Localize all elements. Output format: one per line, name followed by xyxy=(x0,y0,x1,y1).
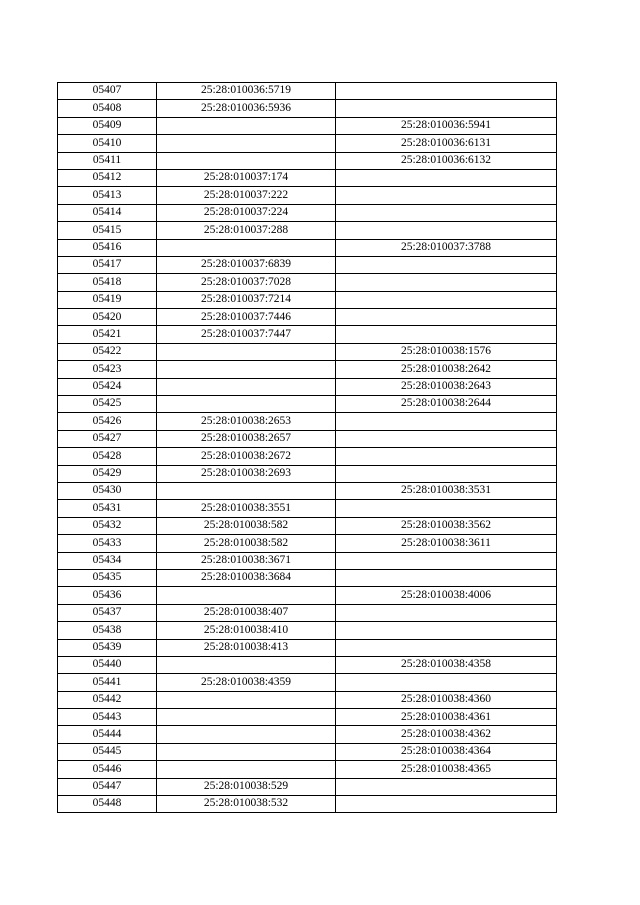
cadastral-number-alt-cell: 25:28:010037:3788 xyxy=(336,239,557,256)
cadastral-number-alt-cell: 25:28:010036:6131 xyxy=(336,135,557,152)
cadastral-number-alt-cell: 25:28:010038:3531 xyxy=(336,482,557,499)
cadastral-number-alt-cell xyxy=(336,256,557,273)
row-number-cell: 05447 xyxy=(58,778,157,795)
table-row xyxy=(58,187,557,204)
row-number-cell: 05408 xyxy=(58,100,157,117)
cadastral-number-alt-cell: 25:28:010038:2644 xyxy=(336,396,557,413)
table-row xyxy=(58,761,557,778)
cadastral-number-cell: 25:28:010038:2693 xyxy=(157,465,336,482)
table-row xyxy=(58,152,557,169)
table-row xyxy=(58,674,557,691)
cadastral-number-cell: 25:28:010037:288 xyxy=(157,222,336,239)
row-number-cell: 05411 xyxy=(58,152,157,169)
table-row xyxy=(58,604,557,621)
cadastral-table xyxy=(57,82,557,813)
cadastral-number-cell: 25:28:010037:222 xyxy=(157,187,336,204)
table-row xyxy=(58,743,557,760)
cadastral-number-cell xyxy=(157,709,336,726)
cadastral-number-alt-cell xyxy=(336,622,557,639)
row-number-cell: 05425 xyxy=(58,396,157,413)
table-row xyxy=(58,222,557,239)
cadastral-number-cell xyxy=(157,482,336,499)
table-row xyxy=(58,709,557,726)
table-row xyxy=(58,83,557,100)
table-row xyxy=(58,482,557,499)
table-body xyxy=(58,83,557,813)
cadastral-number-cell xyxy=(157,343,336,360)
row-number-cell: 05409 xyxy=(58,117,157,134)
cadastral-number-cell xyxy=(157,361,336,378)
table-row xyxy=(58,204,557,221)
row-number-cell: 05412 xyxy=(58,169,157,186)
table-row xyxy=(58,361,557,378)
row-number-cell: 05407 xyxy=(58,83,157,100)
table-row xyxy=(58,691,557,708)
row-number-cell: 05432 xyxy=(58,517,157,534)
cadastral-number-alt-cell xyxy=(336,291,557,308)
cadastral-number-alt-cell: 25:28:010038:4364 xyxy=(336,743,557,760)
cadastral-number-alt-cell: 25:28:010038:4362 xyxy=(336,726,557,743)
cadastral-number-cell: 25:28:010037:224 xyxy=(157,204,336,221)
cadastral-number-alt-cell xyxy=(336,465,557,482)
row-number-cell: 05418 xyxy=(58,274,157,291)
table-row xyxy=(58,552,557,569)
table-row xyxy=(58,343,557,360)
row-number-cell: 05429 xyxy=(58,465,157,482)
cadastral-number-alt-cell: 25:28:010038:4365 xyxy=(336,761,557,778)
row-number-cell: 05437 xyxy=(58,604,157,621)
cadastral-number-alt-cell: 25:28:010038:2642 xyxy=(336,361,557,378)
row-number-cell: 05424 xyxy=(58,378,157,395)
cadastral-number-alt-cell: 25:28:010038:2643 xyxy=(336,378,557,395)
cadastral-number-cell: 25:28:010037:7028 xyxy=(157,274,336,291)
row-number-cell: 05431 xyxy=(58,500,157,517)
table-row xyxy=(58,500,557,517)
cadastral-number-cell xyxy=(157,239,336,256)
cadastral-number-cell: 25:28:010036:5719 xyxy=(157,83,336,100)
table-row xyxy=(58,778,557,795)
table-row xyxy=(58,274,557,291)
row-number-cell: 05421 xyxy=(58,326,157,343)
table-row xyxy=(58,309,557,326)
row-number-cell: 05426 xyxy=(58,413,157,430)
cadastral-number-cell: 25:28:010038:2653 xyxy=(157,413,336,430)
cadastral-number-alt-cell: 25:28:010038:3611 xyxy=(336,535,557,552)
cadastral-number-alt-cell xyxy=(336,222,557,239)
table-row xyxy=(58,430,557,447)
cadastral-number-cell: 25:28:010038:413 xyxy=(157,639,336,656)
table-row xyxy=(58,656,557,673)
table-row xyxy=(58,587,557,604)
row-number-cell: 05448 xyxy=(58,796,157,813)
cadastral-number-alt-cell: 25:28:010038:4360 xyxy=(336,691,557,708)
cadastral-number-cell: 25:28:010038:3684 xyxy=(157,569,336,586)
table-row xyxy=(58,239,557,256)
row-number-cell: 05434 xyxy=(58,552,157,569)
cadastral-number-alt-cell xyxy=(336,448,557,465)
cadastral-number-alt-cell xyxy=(336,204,557,221)
table-row xyxy=(58,256,557,273)
row-number-cell: 05440 xyxy=(58,656,157,673)
row-number-cell: 05423 xyxy=(58,361,157,378)
table-row xyxy=(58,413,557,430)
row-number-cell: 05419 xyxy=(58,291,157,308)
cadastral-number-cell: 25:28:010038:2657 xyxy=(157,430,336,447)
cadastral-number-cell: 25:28:010037:7447 xyxy=(157,326,336,343)
table-row xyxy=(58,169,557,186)
row-number-cell: 05417 xyxy=(58,256,157,273)
table-row xyxy=(58,117,557,134)
table-row xyxy=(58,448,557,465)
table-row xyxy=(58,569,557,586)
table-row xyxy=(58,378,557,395)
cadastral-number-cell: 25:28:010037:174 xyxy=(157,169,336,186)
row-number-cell: 05436 xyxy=(58,587,157,604)
cadastral-number-cell: 25:28:010038:3671 xyxy=(157,552,336,569)
row-number-cell: 05427 xyxy=(58,430,157,447)
cadastral-number-alt-cell xyxy=(336,309,557,326)
table-row xyxy=(58,796,557,813)
cadastral-number-cell: 25:28:010038:582 xyxy=(157,535,336,552)
row-number-cell: 05439 xyxy=(58,639,157,656)
row-number-cell: 05445 xyxy=(58,743,157,760)
row-number-cell: 05446 xyxy=(58,761,157,778)
cadastral-number-alt-cell: 25:28:010038:3562 xyxy=(336,517,557,534)
cadastral-number-alt-cell: 25:28:010038:4361 xyxy=(336,709,557,726)
table-row xyxy=(58,517,557,534)
cadastral-number-cell: 25:28:010038:2672 xyxy=(157,448,336,465)
cadastral-number-cell: 25:28:010037:6839 xyxy=(157,256,336,273)
cadastral-number-alt-cell xyxy=(336,326,557,343)
cadastral-number-cell xyxy=(157,152,336,169)
cadastral-number-cell: 25:28:010038:407 xyxy=(157,604,336,621)
cadastral-number-cell xyxy=(157,743,336,760)
cadastral-number-cell: 25:28:010036:5936 xyxy=(157,100,336,117)
table-row xyxy=(58,135,557,152)
cadastral-number-cell xyxy=(157,135,336,152)
row-number-cell: 05413 xyxy=(58,187,157,204)
row-number-cell: 05414 xyxy=(58,204,157,221)
table-row xyxy=(58,726,557,743)
cadastral-number-alt-cell: 25:28:010036:5941 xyxy=(336,117,557,134)
cadastral-number-cell: 25:28:010038:4359 xyxy=(157,674,336,691)
row-number-cell: 05416 xyxy=(58,239,157,256)
cadastral-number-alt-cell xyxy=(336,100,557,117)
cadastral-number-alt-cell xyxy=(336,552,557,569)
cadastral-number-cell: 25:28:010038:3551 xyxy=(157,500,336,517)
table-row xyxy=(58,326,557,343)
cadastral-number-cell: 25:28:010038:529 xyxy=(157,778,336,795)
table-row xyxy=(58,291,557,308)
cadastral-number-cell: 25:28:010037:7214 xyxy=(157,291,336,308)
table-row xyxy=(58,622,557,639)
cadastral-number-alt-cell xyxy=(336,796,557,813)
cadastral-number-alt-cell: 25:28:010038:4358 xyxy=(336,656,557,673)
row-number-cell: 05441 xyxy=(58,674,157,691)
cadastral-number-alt-cell xyxy=(336,413,557,430)
cadastral-number-alt-cell xyxy=(336,604,557,621)
cadastral-number-alt-cell xyxy=(336,274,557,291)
cadastral-number-alt-cell: 25:28:010038:1576 xyxy=(336,343,557,360)
table-row xyxy=(58,465,557,482)
cadastral-number-cell xyxy=(157,691,336,708)
cadastral-number-cell xyxy=(157,378,336,395)
cadastral-number-alt-cell xyxy=(336,639,557,656)
cadastral-number-alt-cell: 25:28:010036:6132 xyxy=(336,152,557,169)
cadastral-number-alt-cell xyxy=(336,778,557,795)
cadastral-number-cell xyxy=(157,726,336,743)
row-number-cell: 05420 xyxy=(58,309,157,326)
row-number-cell: 05438 xyxy=(58,622,157,639)
cadastral-number-cell: 25:28:010038:532 xyxy=(157,796,336,813)
cadastral-number-alt-cell xyxy=(336,569,557,586)
cadastral-number-alt-cell xyxy=(336,83,557,100)
cadastral-number-cell xyxy=(157,587,336,604)
table-row xyxy=(58,100,557,117)
cadastral-number-alt-cell xyxy=(336,187,557,204)
cadastral-number-cell: 25:28:010037:7446 xyxy=(157,309,336,326)
cadastral-number-cell: 25:28:010038:410 xyxy=(157,622,336,639)
cadastral-number-alt-cell xyxy=(336,430,557,447)
cadastral-number-cell: 25:28:010038:582 xyxy=(157,517,336,534)
table-row xyxy=(58,535,557,552)
row-number-cell: 05435 xyxy=(58,569,157,586)
row-number-cell: 05433 xyxy=(58,535,157,552)
row-number-cell: 05428 xyxy=(58,448,157,465)
cadastral-number-alt-cell xyxy=(336,674,557,691)
table-row xyxy=(58,396,557,413)
cadastral-number-alt-cell xyxy=(336,500,557,517)
row-number-cell: 05444 xyxy=(58,726,157,743)
row-number-cell: 05430 xyxy=(58,482,157,499)
cadastral-number-alt-cell xyxy=(336,169,557,186)
table-row xyxy=(58,639,557,656)
row-number-cell: 05442 xyxy=(58,691,157,708)
row-number-cell: 05443 xyxy=(58,709,157,726)
cadastral-number-cell xyxy=(157,761,336,778)
cadastral-number-cell xyxy=(157,396,336,413)
row-number-cell: 05410 xyxy=(58,135,157,152)
cadastral-number-cell xyxy=(157,656,336,673)
cadastral-number-alt-cell: 25:28:010038:4006 xyxy=(336,587,557,604)
row-number-cell: 05415 xyxy=(58,222,157,239)
row-number-cell: 05422 xyxy=(58,343,157,360)
cadastral-number-cell xyxy=(157,117,336,134)
